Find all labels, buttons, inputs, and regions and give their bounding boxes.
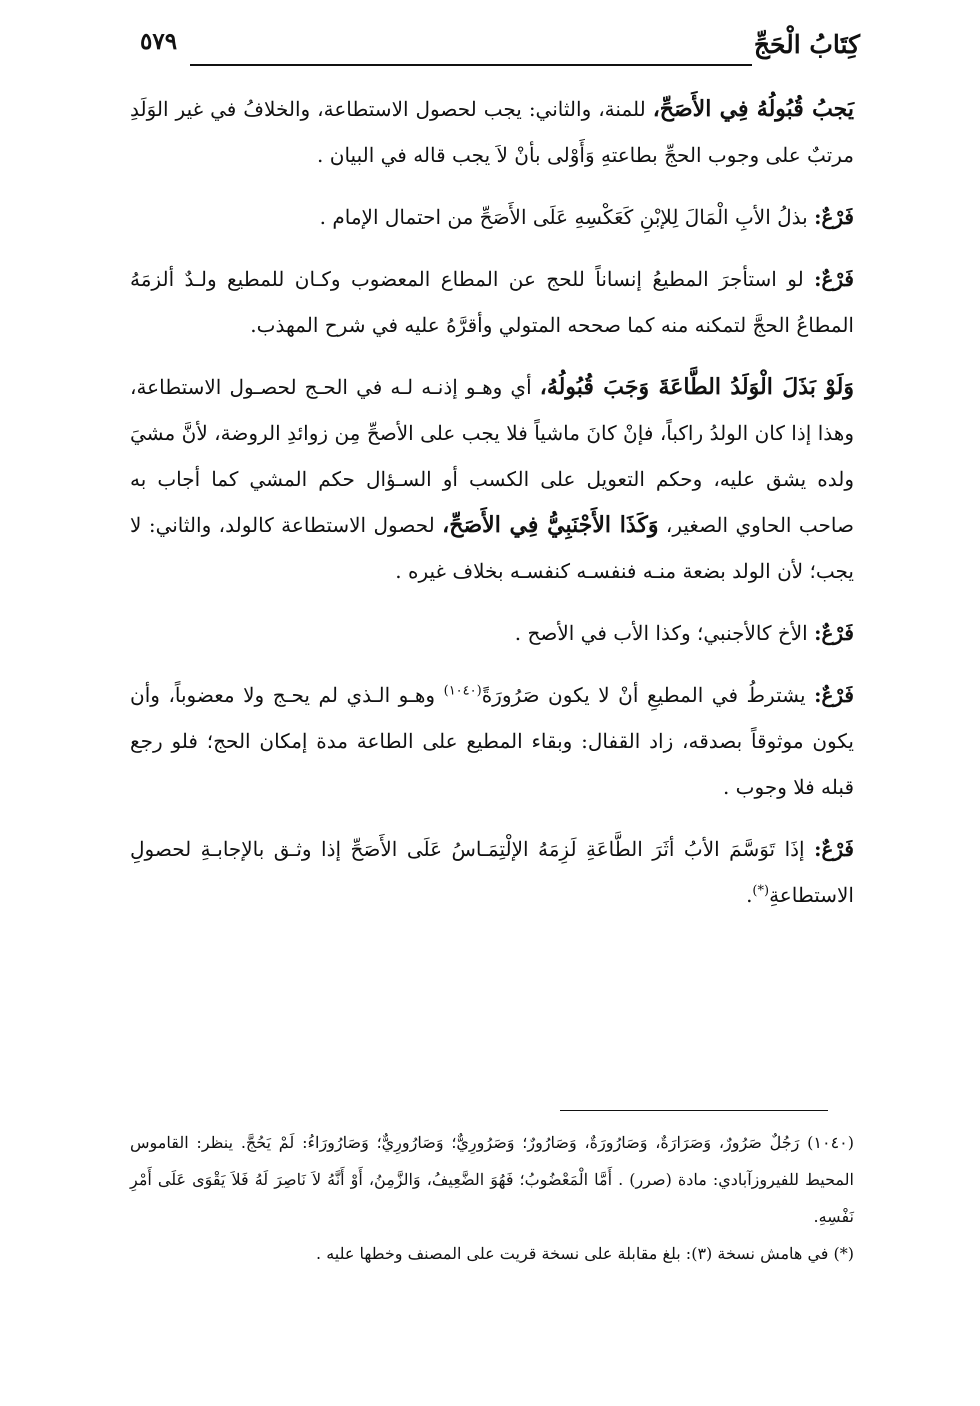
commentary-text: يشترطُ في المطيعِ أنْ لا يكون صَرُورَةً: [481, 683, 815, 707]
running-header: [140, 26, 860, 66]
far-label: فَرْعٌ:: [814, 621, 854, 645]
commentary-text: أي وهـو إذنـه لـه في الحـج لحصـول الاستطاعة، وهذا إذا كان الولدُ راكباً، فإنْ كانَ ماشياً فلا يجب على الأصحِّ مِن زوائدِ الروضة، لأنَّ مشيَ ولده يشق عليه، وحكم التعويل على الكسب أو السـؤال حكم المشي كما أجاب به صاحب الحاوي الصغير،: [130, 375, 854, 537]
far-label: فَرْعٌ:: [814, 205, 854, 229]
paragraph-7: [130, 826, 854, 918]
paragraph-2: [130, 194, 854, 240]
footnote-1040: (١٠٤٠) رَجُلٌ صَرُورٌ، وَصَرَارَةٌ، وَصَارُورَةٌ، وَصَارُورٌ؛ وَصَرُورِيٌّ؛ وَصَارُورِيٌّ؛ وَصَارُورَاءُ: لَمْ يَحُجَّ. ينظر: القاموس المحيط للفيروزآبادي: مادة (صرر) . أَمَّا الْمَعْضُوبُ؛ فَهُوَ الضَّعِيفُ، وَالزَّمِنُ، أَوْ أَنَّهُ لاَ نَاصِرَ لَهُ فَلاَ يَقْوَى عَلَى أَمْرِ نَفْسِهِ.: [130, 1133, 854, 1226]
footnote-reference[interactable]: (١٠٤٠): [443, 683, 482, 699]
commentary-text: لحصول الاستطاعة كالولد، والثاني: لا يجب؛ لأن الولد بضعة منـه فنفسـه كنفسـه بخلاف غيره .: [130, 513, 854, 583]
page-number: ٥٧٩: [140, 28, 178, 55]
far-label: فَرْعٌ:: [814, 267, 854, 291]
footnotes: [130, 1124, 854, 1272]
footnote-separator: [560, 1110, 828, 1111]
paragraph-6: [130, 672, 854, 810]
commentary-text: الأخ كالأجنبي؛ وكذا الأب في الأصح .: [514, 621, 815, 645]
matn-phrase: وَلَوْ بَذَلَ الْوَلَدُ الطَّاعَةَ وَجَبَ قُبُولُهُ،: [539, 374, 854, 400]
footnote-reference[interactable]: (*): [752, 883, 770, 899]
far-label: فَرْعٌ:: [814, 837, 854, 861]
commentary-text: للمنة، والثاني: يجب لحصول الاستطاعة، والخلافُ في غير الوَلَدِ مرتبٌ على وجوب الحجِّ بطاعتهِ وَأَوْلى بأنْ لاَ يجب قاله في البيان .: [130, 97, 854, 167]
commentary-text: لو استأجرَ المطيعُ إنساناً للحج عن المطاع المعضوب وكـان للمطيع ولـدٌ ألزمَهُ المطاعُ الحجَّ لتمكنه منه كما صححه المتولي وأقرَّهُ عليه في شرح المهذب.: [130, 267, 854, 337]
main-text: [130, 86, 854, 934]
chapter-title: كِتَابُ الْحَجِّ: [753, 30, 860, 59]
commentary-text: بذلُ الأبِ الْمَالَ لِلإبْنِ كَعَكْسِهِ عَلَى الأَصَحِّ من احتمال الإمام .: [319, 205, 815, 229]
commentary-text: إذَا تَوَسَّمَ الأبُ أثَرَ الطَّاعَةِ لَزِمَهُ الإلْتِمَـاسُ عَلَى الأَصَحِّ إذا وثـق بالإجابـةِ لحصولِ الاستطاعةِ: [130, 837, 854, 907]
matn-phrase: يَجبُ قُبُولُهُ فِي الأَصَحِّ،: [652, 96, 855, 122]
paragraph-3: [130, 256, 854, 348]
header-rule: [190, 64, 752, 66]
paragraph-1: [130, 86, 854, 178]
sentence-end: .: [746, 883, 753, 907]
paragraph-4: [130, 364, 854, 594]
commentary-text: وهـو الـذي لم يحـج ولا معضوباً، وأن يكون موثوقاً بصدقه، زاد القفال: وبقاء المطيع على الطاعة مدة إمكان الحج؛ فلو رجع قبله فلا وجوب .: [130, 683, 854, 799]
paragraph-5: [130, 610, 854, 656]
far-label: فَرْعٌ:: [814, 683, 854, 707]
footnote-star: (*) في هامش نسخة (٣): بلغ مقابلة على نسخة قريت على المصنف وخطها عليه .: [316, 1244, 854, 1263]
matn-phrase: وَكَذَا الأَجْنَبِيُّ فِي الأَصَحِّ،: [442, 512, 659, 538]
